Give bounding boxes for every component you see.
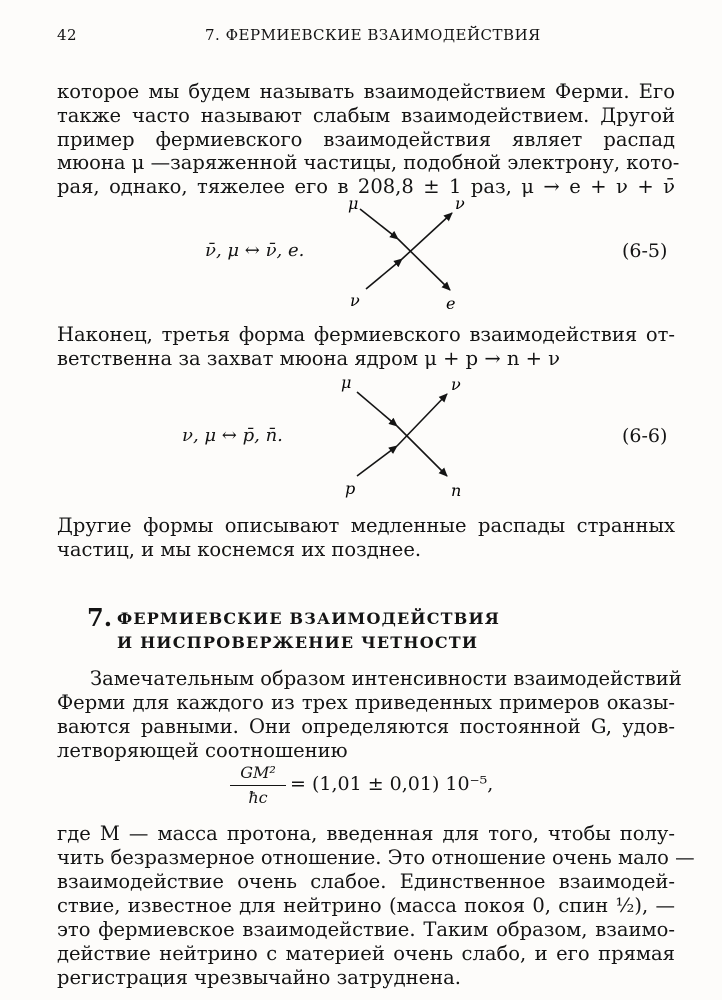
label-n: n (451, 481, 462, 500)
paragraph5-line: регистрация чрезвычайно затруднена. (57, 966, 461, 989)
paragraph5-line: действие нейтрино с материей очень слабо, и его прямая (57, 942, 675, 965)
paragraph5-line: чить безразмерное отношение. Это отношение очень мало — (57, 846, 695, 869)
formula-rhs: = (1,01 ± 0,01) 10⁻⁵, (290, 773, 494, 795)
paragraph4-line: летворяющей соотношению (57, 739, 348, 762)
page-number: 42 (57, 26, 78, 44)
n-out-arrow (397, 426, 447, 476)
paragraph5-line: где M — масса протона, введенная для того, чтобы полу- (57, 822, 675, 845)
fraction-bar (230, 785, 286, 786)
feynman-diagram-6-6 (335, 370, 475, 500)
section-title-line1: ФЕРМИЕВСКИЕ ВЗАИМОДЕЙСТВИЯ (117, 609, 501, 628)
paragraph2-line: ветственна за захват мюона ядром μ + p → n + ν (57, 347, 561, 370)
paragraph1-line: также часто называют слабым взаимодействием. Другой (57, 104, 675, 127)
mu-in-arrow (360, 209, 398, 239)
e-out-arrow (398, 239, 450, 290)
paragraph5-line: это фермиевское взаимодействие. Таким образом, взаимо- (57, 918, 675, 941)
nu-in-arrow (366, 259, 402, 289)
paragraph3-line: частиц, и мы коснемся их позднее. (57, 538, 422, 561)
running-title: 7. ФЕРМИЕВСКИЕ ВЗАИМОДЕЙСТВИЯ (205, 26, 541, 44)
paragraph5-line: взаимодействие очень слабое. Единственное взаимодей- (57, 870, 675, 893)
nu-out-arrow (397, 394, 447, 446)
p-in-arrow (357, 446, 397, 476)
paragraph3-line: Другие формы описывают медленные распады странных (57, 514, 675, 537)
label-nu: ν (451, 375, 461, 394)
paragraph1-line: рая, однако, тяжелее его в 208,8 ± 1 раз, μ → e + ν + ν̄ (57, 175, 675, 198)
paragraph4-line: ваются равными. Они определяются постоянной G, удов- (57, 715, 675, 738)
paragraph1-line: мюона μ —заряженной частицы, подобной электрону, кото- (57, 151, 680, 174)
equation-6-5-text: ν̄, μ ↔ ν̄, e. (205, 240, 305, 261)
formula-denominator: ħc (248, 788, 268, 807)
paragraph5-line: ствие, известное для нейтрино (масса покоя 0, спин ½), — (57, 894, 675, 917)
label-nu-bottom: ν (350, 291, 360, 310)
label-e: e (446, 294, 456, 313)
feynman-diagram-6-5 (340, 193, 480, 315)
equation-6-6-text: ν, μ ↔ p̄, n̄. (182, 425, 283, 446)
equation-number-6-6: (6-6) (622, 425, 668, 447)
label-mu: μ (348, 194, 359, 213)
section-title-line2: И НИСПРОВЕРЖЕНИЕ ЧЕТНОСТИ (117, 633, 479, 652)
nu-out-arrow (402, 213, 452, 259)
label-mu: μ (341, 373, 352, 392)
formula-numerator: GM² (240, 763, 276, 782)
paragraph1-line: пример фермиевского взаимодействия являет распад (57, 128, 675, 151)
mu-in-arrow (357, 392, 397, 426)
section-number: 7. (87, 603, 113, 632)
label-nu-top: ν (455, 194, 465, 213)
paragraph2-line: Наконец, третья форма фермиевского взаимодействия от- (57, 323, 675, 346)
equation-number-6-5: (6-5) (622, 240, 668, 262)
paragraph4-line: Замечательным образом интенсивности взаимодействий (90, 667, 682, 690)
paragraph1-line: которое мы будем называть взаимодействием Ферми. Его (57, 80, 675, 103)
label-p: p (345, 479, 356, 498)
paragraph4-line: Ферми для каждого из трех приведенных примеров оказы- (57, 691, 675, 714)
